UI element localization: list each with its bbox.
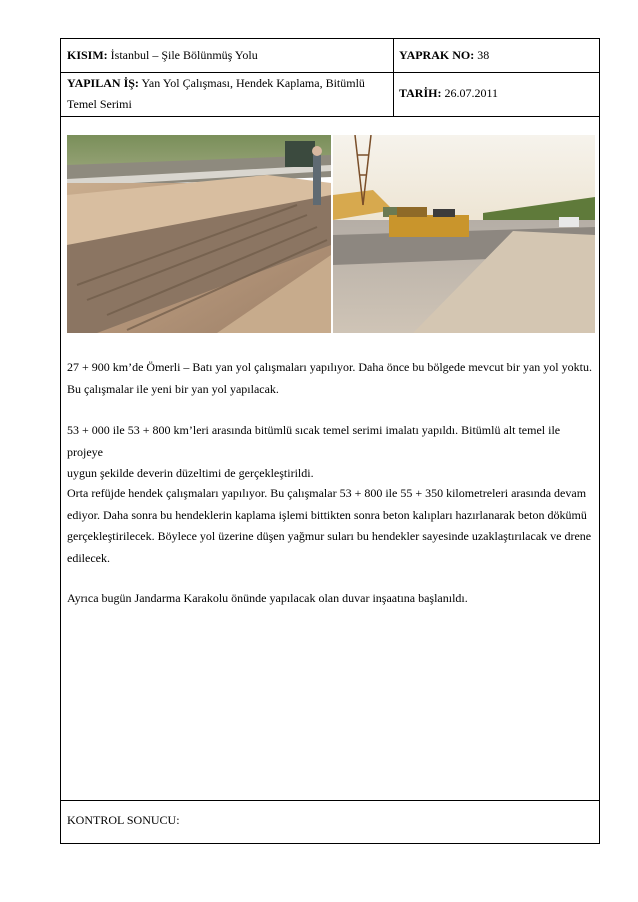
report-sheet (60, 38, 600, 844)
yapilan-label: YAPILAN İŞ: (67, 76, 139, 90)
paragraph-3-line-2: ediyor. Daha sonra bu hendeklerin kaplama işlemi bittikten sonra beton kalıpları hazırlanarak beton dökümü (67, 507, 587, 522)
photo-trench (67, 135, 331, 333)
yaprak-field (399, 45, 489, 66)
paragraph-2 (67, 420, 597, 485)
paragraph-3-line-4: edilecek. (67, 550, 110, 565)
header-row-1 (61, 39, 599, 73)
tarih-label: TARİH: (399, 86, 442, 100)
paragraph-4-line-1: Ayrıca bugün Jandarma Karakolu önünde yapılacak olan duvar inşaatına başlanıldı. (67, 591, 468, 605)
paragraph-2-line-1: 53 + 000 ile 53 + 800 km’leri arasında bitümlü sıcak temel serimi imalatı yapıldı. Bitümlü alt temel ile projeye (67, 423, 561, 459)
kisim-value: İstanbul – Şile Bölünmüş Yolu (110, 48, 258, 62)
kisim-field (67, 45, 258, 66)
photo-paving-image (333, 135, 595, 333)
tarih-field (399, 83, 498, 104)
photo-trench-image (67, 135, 331, 333)
yapilan-value-line1: Yan Yol Çalışması, Hendek Kaplama, Bitümlü (141, 76, 365, 90)
paragraph-3-line-1: Orta refüjde hendek çalışmaları yapılıyor. Bu çalışmalar 53 + 800 ile 55 + 350 kilometreleri arasında devam (67, 486, 587, 500)
yapilan-field (67, 73, 387, 115)
paragraph-4 (67, 588, 597, 610)
kisim-label: KISIM: (67, 48, 108, 62)
footer-row (61, 801, 599, 843)
tarih-value: 26.07.2011 (444, 86, 499, 100)
content-row (61, 117, 599, 801)
header-row-2 (61, 73, 599, 117)
paragraph-1-line-2: Bu çalışmalar ile yeni bir yan yol yapılacak. (67, 381, 279, 396)
paragraph-2-line-2: uygun şekilde deverin düzeltimi de gerçekleştirildi. (67, 466, 314, 480)
kontrol-sonucu-label: KONTROL SONUCU: (67, 813, 180, 827)
yapilan-value-line2: Temel Serimi (67, 97, 132, 111)
paragraph-1-line-1: 27 + 900 km’de Ömerli – Batı yan yol çalışmaları yapılıyor. Daha önce bu bölgede mevcut bir yan yol yoktu. (67, 360, 592, 374)
yaprak-value: 38 (477, 48, 490, 62)
photo-paving (333, 135, 595, 333)
paragraph-3 (67, 483, 597, 569)
paragraph-1 (67, 357, 597, 400)
paragraph-3-line-3: gerçekleştirilecek. Böylece yol üzerine düşen yağmur suları bu hendekler sayesinde uzaklaştırılacak ve drene (67, 529, 592, 543)
header-divider (393, 39, 394, 117)
yaprak-label: YAPRAK NO: (399, 48, 475, 62)
